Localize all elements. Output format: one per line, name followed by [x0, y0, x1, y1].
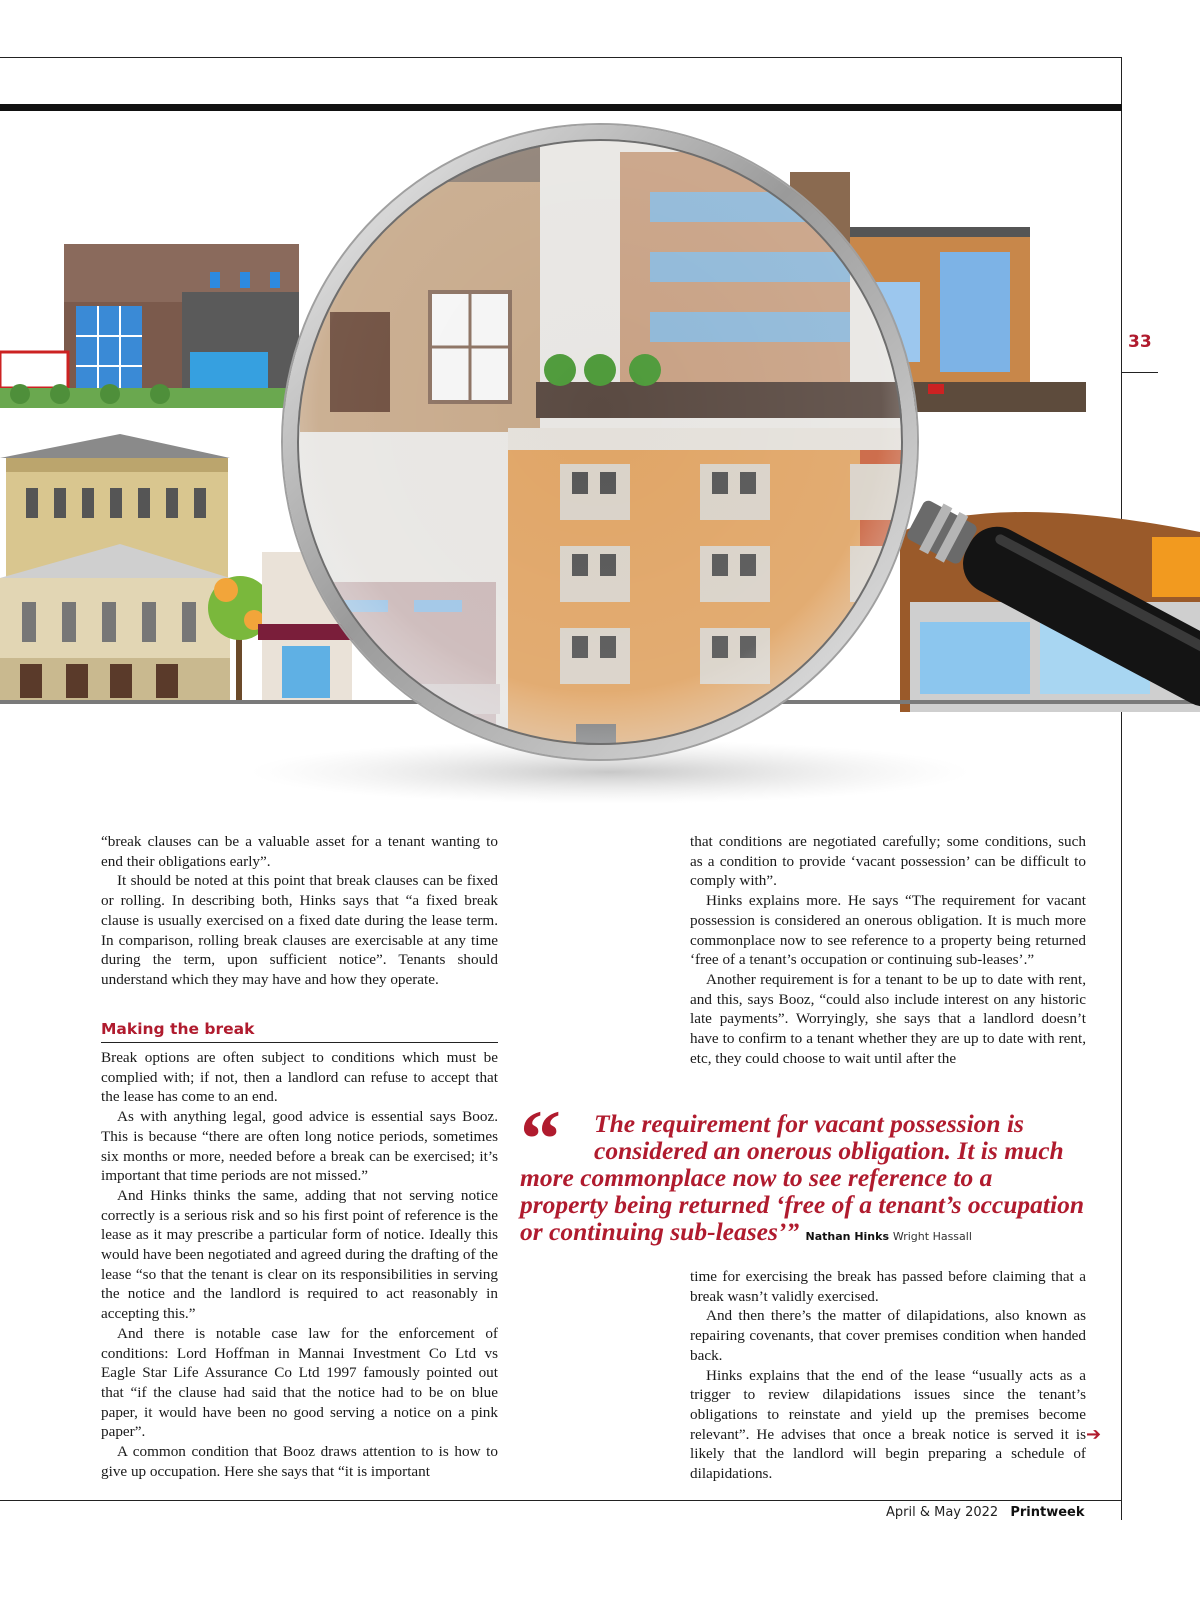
left-column-intro — [101, 832, 498, 990]
header-thick-rule — [0, 104, 1122, 111]
paragraph: Hinks explains that the end of the lease “usually acts as a trigger to review dilapidations issues since the tenant’s obligations to reinstate and yield up the premises become relevant”. He advises that once a break notice is served it is likely that the landlord will begin preparing a schedule of dilapidations. — [690, 1366, 1086, 1483]
paragraph: that conditions are negotiated carefully; some conditions, such as a condition to provide ‘vacant possession’ can be difficult to comply with”. — [690, 833, 1086, 890]
paragraph: As with anything legal, good advice is essential says Booz. This is because “there are often long notice periods, sometimes six months or more, needed before a break can be exercised; it’s important that time periods are not missed.” — [101, 1108, 498, 1185]
footer-rule — [0, 1500, 1122, 1501]
paragraph: And Hinks thinks the same, adding that not serving notice correctly is a serious risk and so his first point of reference is the lease as it may prescribe a particular form of notice. Ideally this would have been negotiated and agreed during the drafting of the lease “so that the tenant is clear on its responsibilities in serving the notice and the landlord is required to act reasonably in accepting this.” — [101, 1186, 498, 1323]
paragraph: Another requirement is for a tenant to be up to date with rent, and this, says Booz, “could also include interest on any historic late payments”. Worryingly, she says that a landlord doesn’t have to confirm to a tenant whether they are up to date with rent, etc, they could choose to wait until after the — [690, 970, 1086, 1067]
paragraph: A common condition that Booz draws attention to is how to give up occupation. Here she says that “it is important — [101, 1443, 498, 1480]
paragraph: It should be noted at this point that break clauses can be fixed or rolling. In describing both, Hinks says that “a fixed break clause is usually exercised on a fixed date during the lease term. In comparison, rolling break clauses are exercisable at any time during the term, upon sufficient notice”. Tenants should understand which they may have and how they operate. — [101, 872, 498, 988]
paragraph: And then there’s the matter of dilapidations, also known as repairing covenants, that cover premises condition when handed back. — [690, 1307, 1086, 1364]
attribution-name: Nathan Hinks — [805, 1230, 889, 1243]
frame-top-rule — [0, 57, 1122, 58]
magazine-brand: Printweek — [1010, 1505, 1085, 1520]
paragraph: And there is notable case law for the enforcement of conditions: Lord Hoffman in Mannai Investment Co Ltd vs Eagle Star Life Assurance Co Ltd 1997 famously pointed out that “if the clause had said that the notice had to be on blue paper, it would have been no good serving a notice on a pink paper”. — [101, 1324, 498, 1441]
left-column-body — [101, 1048, 498, 1481]
paragraph: Break options are often subject to conditions which must be complied with; if not, then a landlord can refuse to accept that the lease has come to an end. — [101, 1049, 498, 1106]
pull-quote — [520, 1093, 1100, 1250]
page-number: 33 — [1128, 332, 1152, 352]
pull-quote-attribution — [806, 1230, 972, 1243]
paragraph: “break clauses can be a valuable asset for a tenant wanting to end their obligations early”. — [101, 833, 498, 870]
pull-quote-line: or continuing sub-leases’” — [520, 1217, 800, 1246]
pull-quote-line: The requirement for vacant possession is — [594, 1109, 1024, 1138]
paragraph: time for exercising the break has passed before claiming that a break wasn’t validly exercised. — [690, 1268, 1086, 1305]
continue-arrow-icon: ➔ — [1086, 1424, 1102, 1445]
magnifying-glass-buildings-illustration — [0, 112, 1200, 812]
subheading-making-the-break: Making the break — [101, 1020, 498, 1043]
right-column-bottom — [690, 1267, 1086, 1484]
pull-quote-line: more commonplace now to see reference to a — [520, 1163, 993, 1192]
attribution-organisation: Wright Hassall — [892, 1230, 972, 1243]
right-column-top — [690, 832, 1086, 1068]
pull-quote-line: property being returned ‘free of a tenant’s occupation — [520, 1190, 1085, 1219]
issue-date: April & May 2022 — [886, 1505, 999, 1520]
page-footer — [886, 1505, 1085, 1520]
pull-quote-line: considered an onerous obligation. It is much — [594, 1136, 1064, 1165]
paragraph: Hinks explains more. He says “The requirement for vacant possession is considered an onerous obligation. It is much more commonplace now to see reference to a property being returned ‘free of a tenant’s occupation or continuing sub-leases’.” — [690, 892, 1086, 969]
quote-mark-icon: “ — [520, 1093, 561, 1184]
